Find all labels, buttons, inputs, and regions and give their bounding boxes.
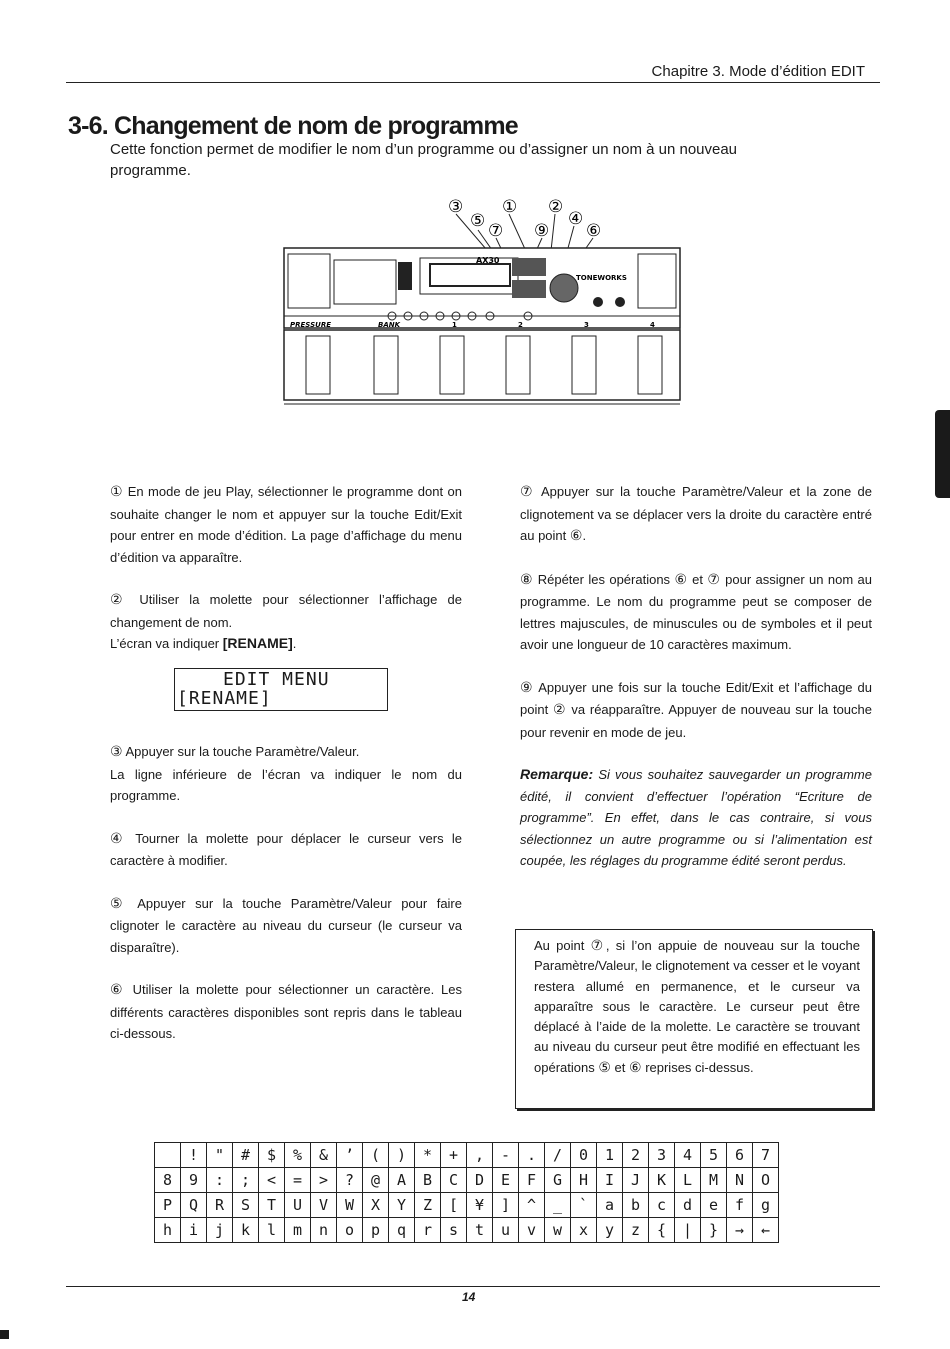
char-cell: # xyxy=(233,1143,259,1168)
char-cell: → xyxy=(727,1218,753,1243)
char-cell: 2 xyxy=(623,1143,649,1168)
label-pressure: PRESSURE xyxy=(290,321,331,329)
char-cell: ! xyxy=(181,1143,207,1168)
char-cell xyxy=(155,1143,181,1168)
step-5: ⑤ Appuyer sur la touche Paramètre/Valeur pour faire clignoter le caractère au niveau du curseur (le curseur va disparaître). xyxy=(110,895,462,955)
steps-right-column xyxy=(520,481,872,893)
callout-1: ① xyxy=(502,197,518,217)
char-cell: ’ xyxy=(337,1143,363,1168)
callout-4: ④ xyxy=(568,209,584,229)
callout-7: ⑦ xyxy=(488,221,504,241)
char-cell: B xyxy=(415,1168,441,1193)
char-cell: s xyxy=(441,1218,467,1243)
character-table xyxy=(154,1142,779,1243)
char-cell: ; xyxy=(233,1168,259,1193)
char-cell: Z xyxy=(415,1193,441,1218)
char-cell: u xyxy=(493,1218,519,1243)
step-2: ② Utiliser la molette pour sélectionner l’affichage de changement de nom. L’écran va indiquer [RENAME]. xyxy=(110,592,462,651)
char-cell: o xyxy=(337,1218,363,1243)
char-table-row xyxy=(155,1218,779,1243)
step-6: ⑥ Utiliser la molette pour sélectionner un caractère. Les différents caractères disponibles sont repris dans le tableau ci-dessous. xyxy=(110,982,462,1041)
char-table-row xyxy=(155,1143,779,1168)
char-cell: e xyxy=(701,1193,727,1218)
char-cell: W xyxy=(337,1193,363,1218)
char-cell: k xyxy=(233,1218,259,1243)
steps-left-column-2 xyxy=(110,741,462,1066)
char-cell: . xyxy=(519,1143,545,1168)
char-cell: j xyxy=(207,1218,233,1243)
char-cell: - xyxy=(493,1143,519,1168)
char-cell: / xyxy=(545,1143,571,1168)
corner-mark xyxy=(0,1330,9,1339)
lcd-line-1: EDIT MENU xyxy=(223,669,330,690)
lcd-display xyxy=(174,668,388,711)
char-cell: z xyxy=(623,1218,649,1243)
section-intro: Cette fonction permet de modifier le nom d’un programme ou d’assigner un nom à un nouveau programme. xyxy=(110,141,738,179)
char-cell: m xyxy=(285,1218,311,1243)
callout-3: ③ xyxy=(448,197,464,217)
char-cell: U xyxy=(285,1193,311,1218)
char-cell: 5 xyxy=(701,1143,727,1168)
char-cell: G xyxy=(545,1168,571,1193)
step-3: ③ Appuyer sur la touche Paramètre/Valeur. La ligne inférieure de l’écran va indiquer le nom du programme. xyxy=(110,744,462,803)
char-cell: A xyxy=(389,1168,415,1193)
char-cell: < xyxy=(259,1168,285,1193)
char-cell: : xyxy=(207,1168,233,1193)
char-cell: 3 xyxy=(649,1143,675,1168)
char-table-row xyxy=(155,1168,779,1193)
char-cell: @ xyxy=(363,1168,389,1193)
char-cell: x xyxy=(571,1218,597,1243)
char-cell: _ xyxy=(545,1193,571,1218)
char-cell: & xyxy=(311,1143,337,1168)
char-cell: b xyxy=(623,1193,649,1218)
char-cell: g xyxy=(753,1193,779,1218)
char-cell: w xyxy=(545,1218,571,1243)
char-cell: ) xyxy=(389,1143,415,1168)
header-rule xyxy=(66,82,880,83)
label-bank: BANK xyxy=(378,321,401,329)
lcd-line-2: [RENAME] xyxy=(177,688,272,709)
char-cell: , xyxy=(467,1143,493,1168)
char-cell: R xyxy=(207,1193,233,1218)
char-cell: { xyxy=(649,1218,675,1243)
page-number: 14 xyxy=(462,1290,476,1304)
char-cell: % xyxy=(285,1143,311,1168)
char-cell: X xyxy=(363,1193,389,1218)
char-cell: t xyxy=(467,1218,493,1243)
char-cell: K xyxy=(649,1168,675,1193)
section-title: 3-6. Changement de nom de programme xyxy=(68,112,518,140)
remark: Remarque: Si vous souhaitez sauvegarder un programme édité, il convient d’effectuer l’opération “Ecriture de programme”. En effet, dans le cas contraire, si vous sélectionnez un autre programme ou si l’alimentation est coupée, les réglages du programme édité seront perdus. xyxy=(520,766,872,868)
char-cell: n xyxy=(311,1218,337,1243)
char-cell: 7 xyxy=(753,1143,779,1168)
model-label: AX30 xyxy=(476,256,500,265)
char-cell: V xyxy=(311,1193,337,1218)
char-cell: 8 xyxy=(155,1168,181,1193)
char-cell: 0 xyxy=(571,1143,597,1168)
char-cell: N xyxy=(727,1168,753,1193)
char-cell: * xyxy=(415,1143,441,1168)
char-cell: h xyxy=(155,1218,181,1243)
char-cell: y xyxy=(597,1218,623,1243)
char-cell: = xyxy=(285,1168,311,1193)
char-cell: p xyxy=(363,1218,389,1243)
steps-left-column xyxy=(110,481,462,655)
chapter-header: Chapitre 3. Mode d’édition EDIT xyxy=(651,63,865,80)
callout-6: ⑥ xyxy=(586,221,602,241)
chapter-side-tab xyxy=(935,410,950,498)
char-cell: v xyxy=(519,1218,545,1243)
char-cell: " xyxy=(207,1143,233,1168)
note-text: Au point ⑦, si l’on appuie de nouveau sur la touche Paramètre/Valeur, le clignotement va cesser et le voyant restera allumé en permanence, et le curseur va apparaître sous le caractère. Le curseur peut être déplacé à l’aide de la molette. Le caractère se trouvant au niveau du curseur peut être modifié en effectuant les opérations ⑤ et ⑥ reprises ci-dessus. xyxy=(534,938,860,1076)
char-cell: T xyxy=(259,1193,285,1218)
char-cell: D xyxy=(467,1168,493,1193)
char-table-row xyxy=(155,1193,779,1218)
char-cell: O xyxy=(753,1168,779,1193)
char-cell: ¥ xyxy=(467,1193,493,1218)
char-cell: 4 xyxy=(675,1143,701,1168)
step-8: ⑧ Répéter les opérations ⑥ et ⑦ pour assigner un nom au programme. Le nom du programme peut se composer de lettres majuscules, de minuscules ou de symboles et il peut avoir une longueur de 10 caractères maximum. xyxy=(520,571,872,652)
char-cell: Q xyxy=(181,1193,207,1218)
char-cell: ? xyxy=(337,1168,363,1193)
char-cell: Y xyxy=(389,1193,415,1218)
char-cell: H xyxy=(571,1168,597,1193)
char-cell: r xyxy=(415,1218,441,1243)
char-cell: } xyxy=(701,1218,727,1243)
step-1: ① En mode de jeu Play, sélectionner le programme dont on souhaite changer le nom et appuyer sur la touche Edit/Exit pour entrer en mode d’édition. La page d’affichage du menu d’édition va apparaître. xyxy=(110,484,462,565)
brand-label: TONEWORKS xyxy=(576,274,627,282)
step-4: ④ Tourner la molette pour déplacer le curseur vers le caractère à modifier. xyxy=(110,830,462,868)
char-cell: 6 xyxy=(727,1143,753,1168)
char-cell: I xyxy=(597,1168,623,1193)
char-cell: l xyxy=(259,1218,285,1243)
label-2: 2 xyxy=(518,321,523,329)
char-cell: [ xyxy=(441,1193,467,1218)
callout-5: ⑤ xyxy=(470,211,486,231)
char-cell: C xyxy=(441,1168,467,1193)
char-cell: ← xyxy=(753,1218,779,1243)
char-cell: J xyxy=(623,1168,649,1193)
char-cell: ] xyxy=(493,1193,519,1218)
char-cell: i xyxy=(181,1218,207,1243)
remark-label: Remarque: xyxy=(520,766,594,782)
char-cell: a xyxy=(597,1193,623,1218)
char-cell: E xyxy=(493,1168,519,1193)
char-cell: S xyxy=(233,1193,259,1218)
char-cell: ` xyxy=(571,1193,597,1218)
char-cell: L xyxy=(675,1168,701,1193)
char-cell: ( xyxy=(363,1143,389,1168)
char-cell: $ xyxy=(259,1143,285,1168)
label-4: 4 xyxy=(650,321,655,329)
char-cell: f xyxy=(727,1193,753,1218)
step-7: ⑦ Appuyer sur la touche Paramètre/Valeur et la zone de clignotement va se déplacer vers la droite du caractère entré au point ⑥. xyxy=(520,484,872,544)
char-cell: 1 xyxy=(597,1143,623,1168)
char-cell: 9 xyxy=(181,1168,207,1193)
char-cell: c xyxy=(649,1193,675,1218)
label-1: 1 xyxy=(452,321,457,329)
label-3: 3 xyxy=(584,321,589,329)
char-cell: d xyxy=(675,1193,701,1218)
callout-2: ② xyxy=(548,197,564,217)
char-cell: P xyxy=(155,1193,181,1218)
step-9: ⑨ Appuyer une fois sur la touche Edit/Exit et l’affichage du point ② va réapparaître. Appuyer de nouveau sur la touche pour revenir en mode de jeu. xyxy=(520,679,872,740)
device-diagram xyxy=(280,190,685,412)
char-cell: + xyxy=(441,1143,467,1168)
footer-rule xyxy=(66,1286,880,1287)
note-box xyxy=(515,929,873,1109)
char-cell: F xyxy=(519,1168,545,1193)
char-cell: > xyxy=(311,1168,337,1193)
char-cell: M xyxy=(701,1168,727,1193)
callout-9: ⑨ xyxy=(534,221,550,241)
char-cell: ^ xyxy=(519,1193,545,1218)
char-cell: | xyxy=(675,1218,701,1243)
char-cell: q xyxy=(389,1218,415,1243)
